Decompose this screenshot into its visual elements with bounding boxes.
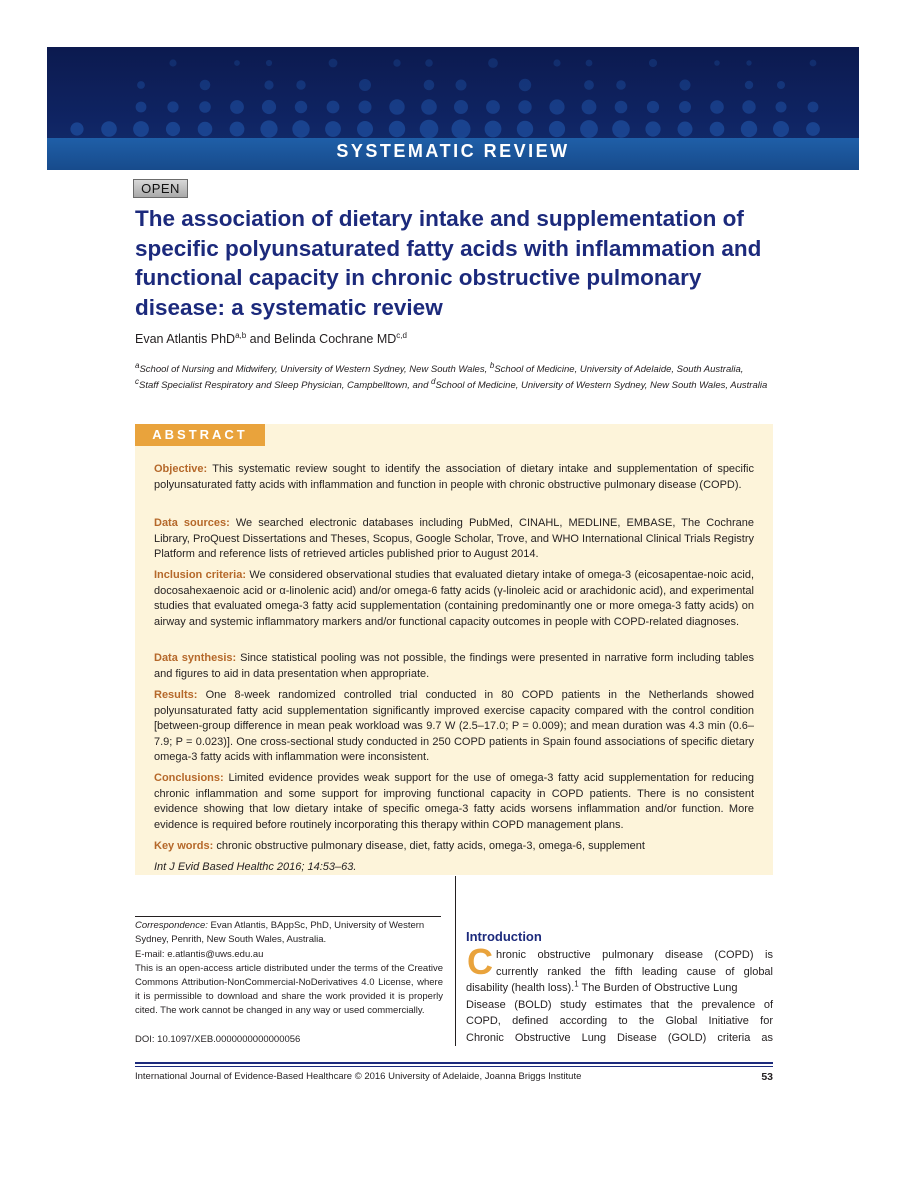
intro-text: The Burden of Obstructive Lung xyxy=(578,982,738,994)
banner-dot xyxy=(678,122,693,137)
abstract-objective xyxy=(154,462,754,493)
banner-dot xyxy=(616,80,626,90)
intro-line: COPD, defined according to the Global Initiative for xyxy=(466,1015,773,1027)
banner-dot xyxy=(295,101,307,113)
banner-dot xyxy=(167,101,178,112)
section-heading: Inclusion criteria: xyxy=(154,569,247,581)
banner-dot xyxy=(200,80,211,91)
banner-dot xyxy=(582,100,597,115)
open-access-badge: OPEN xyxy=(133,179,188,198)
banner-dot xyxy=(393,59,400,66)
banner-dot xyxy=(454,100,468,114)
banner-dot xyxy=(517,121,533,137)
section-text: We considered observational studies that evaluated dietary intake of omega-3 (eicosapentae-noic acid, docosahexaenoic acid or α-linolenic acid) and/or omega-6 fatty acids (γ-linoleic acid or arachidonic acid), and experimental studies that evaluated omega-3 fatty acid supplementation (containing predominantly one or more omega-3 fatty acids) on airway and systemic inflammatory markers and/or functional capacity outcomes in people with COPD-related diagnoses. xyxy=(154,569,755,628)
abstract-results xyxy=(154,688,754,766)
footer-rule-thin xyxy=(135,1066,773,1067)
banner-dot xyxy=(234,60,240,66)
banner-dot xyxy=(773,121,789,137)
abstract-keywords xyxy=(154,839,754,855)
banner-dot xyxy=(389,99,404,114)
banner-dot xyxy=(776,102,787,113)
banner-dot xyxy=(262,100,276,114)
correspondence-text: Evan Atlantis, BAppSc, PhD, University of Western Sydney, Penrith, New South Wales, Australia. xyxy=(135,920,425,945)
banner-dot xyxy=(452,120,471,139)
introduction-heading: Introduction xyxy=(466,929,542,944)
article-title: The association of dietary intake and supplementation of specific polyunsaturated fatty acids with inflammation and functional capacity in chronic obstructive pulmonary disease: a systematic review xyxy=(135,206,762,320)
abstract-data-sources xyxy=(154,516,754,563)
column-divider xyxy=(455,876,456,1046)
abstract-conclusions xyxy=(154,771,754,833)
banner-dot xyxy=(421,99,437,115)
banner-dot xyxy=(296,80,305,89)
intro-line: Chronic Obstructive Lung Disease (GOLD) criteria as xyxy=(466,1032,773,1044)
banner-dot xyxy=(586,60,593,67)
banner-dot xyxy=(612,120,630,138)
intro-line xyxy=(466,980,773,997)
author-1: Evan Atlantis PhD xyxy=(135,332,236,346)
banner-dot xyxy=(485,121,502,138)
banner-dot xyxy=(136,102,147,113)
banner-dot xyxy=(615,101,628,114)
banner-dot xyxy=(260,120,277,137)
affil-mark: b xyxy=(489,360,495,370)
drop-cap: C xyxy=(467,941,493,982)
banner-dot xyxy=(549,121,565,137)
affil-text: School of Medicine, University of Western Sydney, New South Wales, Australia xyxy=(435,380,768,391)
affil-mark: d xyxy=(431,376,436,386)
banner-dot xyxy=(714,60,720,66)
banner-dot xyxy=(357,121,373,137)
banner-dot xyxy=(645,121,660,136)
banner-dot xyxy=(327,101,340,114)
page-number: 53 xyxy=(761,1071,773,1083)
banner-dot xyxy=(777,81,785,89)
banner-dot xyxy=(359,79,371,91)
banner-dot xyxy=(741,121,757,137)
banner-dot xyxy=(359,101,372,114)
banner-dot xyxy=(519,79,531,91)
author-1-affil: a,b xyxy=(235,330,247,340)
license-text: This is an open-access article distributed under the terms of the Creative Commons Attribution-NonCommercial-NoDerivatives 4.0 License, where it is permissible to download and share the work provided it is properly cited. The work cannot be changed in any way or used commercially. xyxy=(135,963,443,1016)
banner-dot xyxy=(329,59,338,68)
intro-line: currently ranked the fifth leading cause of global xyxy=(496,966,773,978)
section-heading: Objective: xyxy=(154,463,208,475)
section-text: chronic obstructive pulmonary disease, diet, fatty acids, omega-3, omega-6, supplement xyxy=(213,840,645,852)
correspondence-label: Correspondence: xyxy=(135,920,208,931)
author-separator: and xyxy=(246,332,274,346)
banner-dot xyxy=(679,101,691,113)
banner-dot xyxy=(230,100,244,114)
section-heading: Data sources: xyxy=(154,517,230,529)
banner-dot xyxy=(133,121,149,137)
banner-dot xyxy=(169,59,176,66)
banner-dot xyxy=(745,81,753,89)
section-text: Limited evidence provides weak support for the use of omega-3 fatty acid supplementation for reducing chronic inflammation and some support for improving functional capacity in COPD patients. There is no consistent evidence showing that low dietary intake of specific omega-3 fatty acids worsens inflammation and/or function. More evidence is required before routinely incorporating this therapy within COPD management plans. xyxy=(154,772,754,831)
banner-dot xyxy=(746,60,751,65)
banner-dot xyxy=(198,122,213,137)
affil-mark: a xyxy=(135,360,140,370)
section-heading: Data synthesis: xyxy=(154,652,237,664)
abstract-tab: ABSTRACT xyxy=(135,424,265,446)
banner-dot xyxy=(810,60,817,67)
affil-mark: c xyxy=(135,376,139,386)
intro-text: disability (health loss). xyxy=(466,982,575,994)
abstract-citation: Int J Evid Based Healthc 2016; 14:53–63. xyxy=(154,861,357,873)
intro-line: Disease (BOLD) study estimates that the prevalence of xyxy=(466,999,773,1011)
banner-dot xyxy=(647,101,659,113)
banner-dot xyxy=(389,121,405,137)
journal-footer: International Journal of Evidence-Based Healthcare © 2016 University of Adelaide, Joanna Briggs Institute xyxy=(135,1071,582,1082)
banner-dot xyxy=(580,120,598,138)
banner-dot xyxy=(680,80,691,91)
banner-dot xyxy=(710,122,725,137)
affiliation-line-1 xyxy=(135,360,785,375)
abstract-data-synthesis xyxy=(154,651,754,682)
banner-dot xyxy=(584,80,594,90)
banner-dot xyxy=(424,80,435,91)
doi: DOI: 10.1097/XEB.0000000000000056 xyxy=(135,1034,301,1045)
banner-dot xyxy=(230,122,245,137)
banner-dot xyxy=(553,59,560,66)
section-heading: Conclusions: xyxy=(154,772,224,784)
section-text: One 8-week randomized controlled trial conducted in 80 COPD patients in the Netherlands showed polyunsaturated fatty acid supplementation significantly improved exercise capacity compared with the control condition [between-group difference in mean peak workload was 9.7 W (2.5–17.0; P = 0.009); and mean duration was 4.3 min (0.6–7.9; P = 0.023)]. One cross-sectional study conducted in 250 COPD patients in Spain found associations of specific dietary omega-3 fatty acids with inflammation were inconsistent. xyxy=(154,689,754,763)
banner-dot xyxy=(292,120,309,137)
intro-line: hronic obstructive pulmonary disease (COPD) is xyxy=(496,949,773,961)
banner-dot xyxy=(166,122,180,136)
banner-dot xyxy=(137,81,145,89)
banner-dot xyxy=(549,99,564,114)
banner-dot xyxy=(488,58,498,68)
banner-dot xyxy=(266,60,272,66)
affil-text: Staff Specialist Respiratory and Sleep Physician, Campbelltown, and xyxy=(139,380,432,391)
section-text: Since statistical pooling was not possible, the findings were presented in narrative form including tables and figures to aid in data presentation when appropriate. xyxy=(154,652,754,680)
correspondence xyxy=(135,919,443,947)
author-line xyxy=(135,332,407,346)
email: E-mail: e.atlantis@uws.edu.au xyxy=(135,949,264,960)
section-heading: Key words: xyxy=(154,840,214,852)
banner-dot xyxy=(808,102,819,113)
reference-mark: 1 xyxy=(574,979,579,989)
abstract-inclusion-criteria xyxy=(154,568,754,630)
banner-dot xyxy=(806,122,820,136)
author-2-affil: c,d xyxy=(396,330,407,340)
banner-dot xyxy=(101,121,117,137)
section-text: We searched electronic databases including PubMed, CINAHL, MEDLINE, EMBASE, The Cochrane Library, ProQuest Dissertations and Theses, Scopus, Google Scholar, Trove, and WHO International Clinical Trials Registry Platform and reference lists of retrieved articles published prior to August 2014. xyxy=(154,517,754,560)
banner-dot xyxy=(325,121,341,137)
section-text: This systematic review sought to identify the association of dietary intake and supplementation of specific polyunsaturated fatty acids with inflammation and function in people with chronic obstructive pulmonary disease (COPD). xyxy=(154,463,754,491)
banner-dot xyxy=(649,59,657,67)
banner-dot xyxy=(456,80,467,91)
footnote-rule xyxy=(135,916,441,917)
banner-dot xyxy=(70,122,83,135)
affiliation-line-2 xyxy=(135,376,785,391)
footer-rule xyxy=(135,1062,773,1064)
banner-dot xyxy=(742,100,755,113)
section-heading: Results: xyxy=(154,689,198,701)
banner-dot xyxy=(486,100,500,114)
banner-dot xyxy=(264,80,273,89)
banner-dot xyxy=(420,120,439,139)
banner-dot xyxy=(518,100,531,113)
banner-dot xyxy=(425,59,433,67)
banner-dot xyxy=(199,101,211,113)
author-2: Belinda Cochrane MD xyxy=(274,332,397,346)
article-type-label: SYSTEMATIC REVIEW xyxy=(336,141,570,161)
affil-text: School of Nursing and Midwifery, University of Western Sydney, New South Wales, xyxy=(139,364,490,375)
affil-text: School of Medicine, University of Adelaide, South Australia, xyxy=(494,364,744,375)
banner-dot xyxy=(710,100,724,114)
